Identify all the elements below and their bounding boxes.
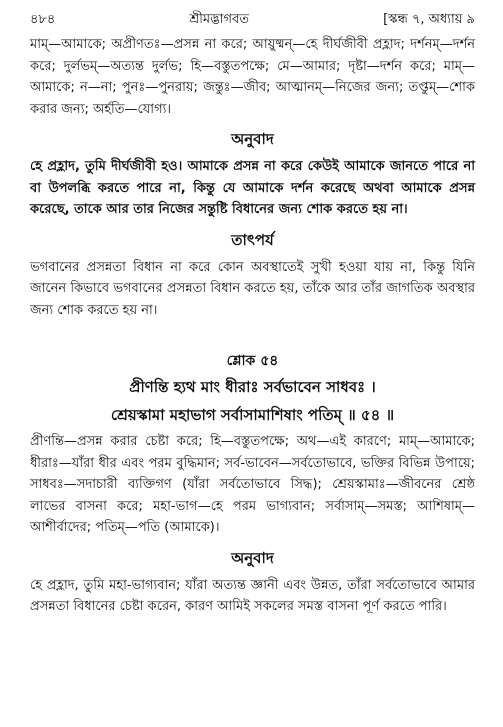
translation-heading: অনুবাদ <box>231 130 274 148</box>
page-header <box>30 10 475 30</box>
purport-heading: তাৎপর্য <box>231 230 274 249</box>
book-title: শ্রীমদ্ভাগবত <box>189 12 249 27</box>
synonyms-verse-54: প্রীণন্তি—প্রসন্ন করার চেষ্টা করে; হি—বস্তুতপক্ষে; অথ—এই কারণে; মাম্—আমাকে; ধীরাঃ—যাঁরা ধীর এবং পরম বুদ্ধিমান; সর্ব-ভাবেন—সর্বতোভাবে, ভক্তির বিভিন্ন উপায়ে; সাধবঃ—সদাচারী ব্যক্তিগণ (যাঁরা সর্বতোভাবে সিদ্ধ); শ্রেয়স্কামাঃ—জীবনের শ্রেষ্ঠ লাভের বাসনা করে; মহা-ভাগ—হে পরম ভাগ্যবান; সর্বাসাম্—সমস্ত; আশিষাম্—আশীর্বাদের; পতিম্—পতি (আমাকে)। <box>30 434 475 535</box>
translation-verse-54: হে প্রহ্লাদ, তুমি মহা-ভাগ্যবান; যাঁরা অত্যন্ত জ্ঞানী এবং উন্নত, তাঁরা সর্বতোভাবে আমার প্রসন্নতা বিধানের চেষ্টা করেন, কারণ আমিই সকলের সমস্ত বাসনা পূর্ণ করতে পারি। <box>30 577 475 614</box>
translation-heading-2: অনুবাদ <box>231 548 274 567</box>
page-number: ৪৮৪ <box>30 12 56 27</box>
chapter-reference: [স্কন্ধ ৭, অধ্যায় ৯ <box>383 12 475 27</box>
purport-text: ভগবানের প্রসন্নতা বিধান না করে কোন অবস্থাতেই সুখী হওয়া যায় না, কিন্তু যিনি জানেন কিভাবে ভগবানের প্রসন্নতা বিধান করতে হয়, তাঁকে আর তাঁর জাগতিক অবস্থার জন্য শোক করতে হয় না। <box>30 259 475 318</box>
synonyms-verse-53: মাম্—আমাকে; অপ্রীণতঃ—প্রসন্ন না করে; আয়ুষ্মন্—হে দীর্ঘজীবী প্রহ্লাদ; দর্শনম্—দর্শন করে; দুর্লভম্—অত্যন্ত দুর্লভ; হি—বস্তুতপক্ষে; মে—আমার; দৃষ্টা—দর্শন করে; মাম্—আমাকে; ন—না; পুনঃ—পুনরায়; জন্তুঃ—জীব; আত্মানম্—নিজের জন্য; তপ্তুম্—শোক করার জন্য; অর্হতি—যোগ্য। <box>30 37 475 117</box>
verse-heading: শ্লোক ৫৪ <box>226 353 279 369</box>
verse-line-1: প্রীণন্তি হ্যথ মাং ধীরাঃ সর্বভাবেন সাধবঃ । <box>129 378 376 396</box>
translation-verse-53: হে প্রহ্লাদ, তুমি দীর্ঘজীবী হও। আমাকে প্রসন্ন না করে কেউই আমাকে জানতে পারে না বা উপলব্ধি করতে পারে না, কিন্তু যে আমাকে দর্শন করেছে অথবা আমাকে প্রসন্ন করেছে, তাকে আর তার নিজের সন্তুষ্টি বিধানের জন্য শোক করতে হয় না। <box>30 159 475 217</box>
verse-line-2: শ্রেয়স্কামা মহাভাগ সর্বাসামাশিষাং পতিম্ ॥ ৫৪ ॥ <box>110 406 395 424</box>
